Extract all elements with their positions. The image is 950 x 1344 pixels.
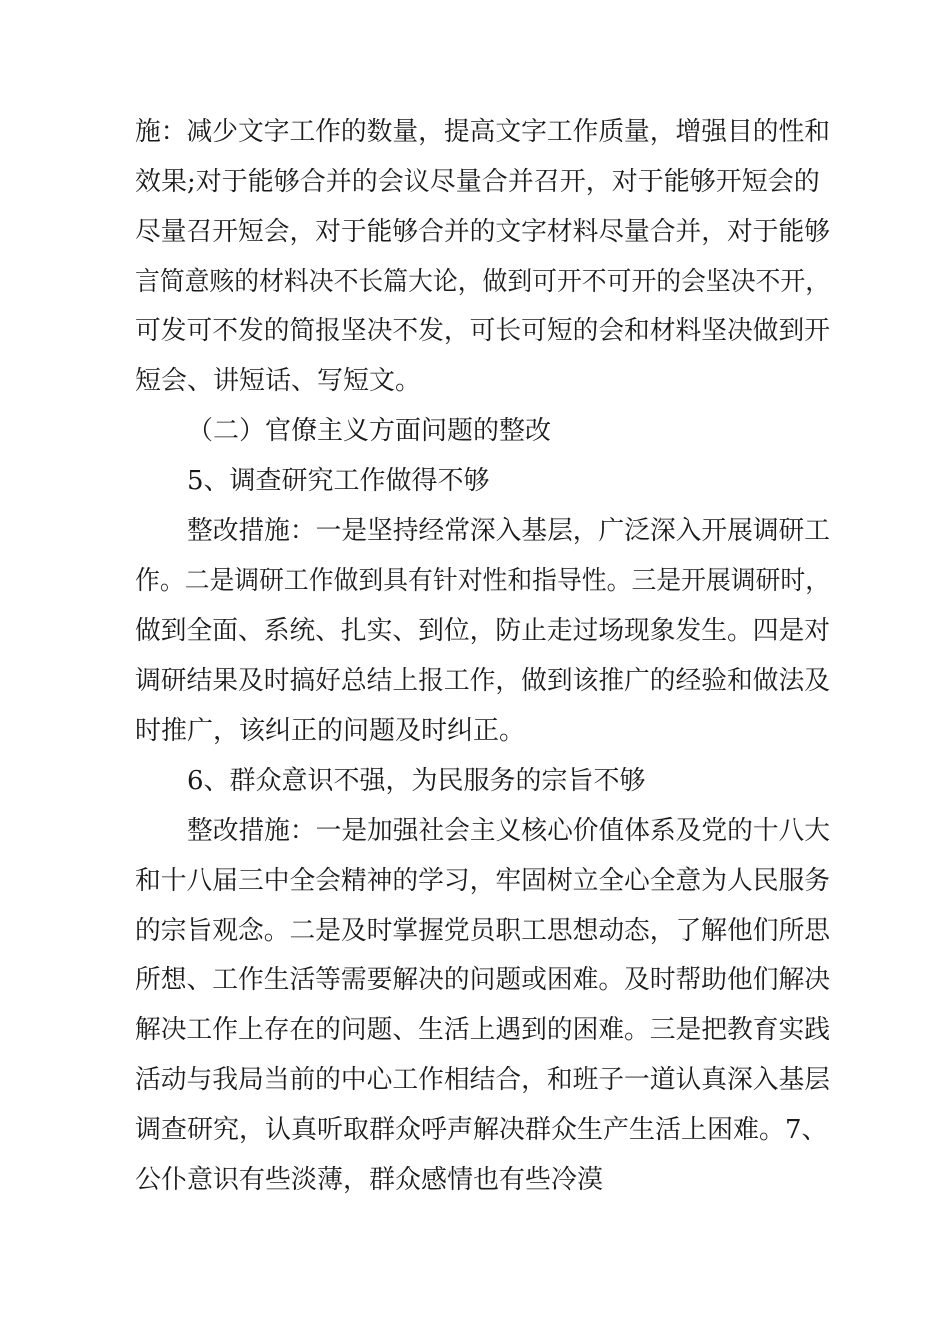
text-line: 施：减少文字工作的数量，提高文字工作质量，增强目的性和 bbox=[135, 117, 830, 147]
text-line: 活动与我局当前的中心工作相结合，和班子一道认真深入基层 bbox=[135, 1065, 830, 1095]
text-line: 调查研究，认真听取群众呼声解决群众生产生活上困难。7、 bbox=[135, 1115, 828, 1145]
text-line: 时推广，该纠正的问题及时纠正。 bbox=[135, 716, 526, 746]
item-heading: 5、调查研究工作做得不够 bbox=[187, 466, 490, 496]
text-line: 所想、工作生活等需要解决的问题或困难。及时帮助他们解决 bbox=[135, 965, 830, 995]
text-line: 解决工作上存在的问题、生活上遇到的困难。三是把教育实践 bbox=[135, 1015, 830, 1045]
text-line: 和十八届三中全会精神的学习，牢固树立全心全意为人民服务 bbox=[135, 866, 830, 896]
text-line: 做到全面、系统、扎实、到位，防止走过场现象发生。四是对 bbox=[135, 616, 830, 646]
text-line: 尽量召开短会，对于能够合并的文字材料尽量合并，对于能够 bbox=[135, 217, 830, 247]
text-line: 效果;对于能够合并的会议尽量合并召开，对于能够开短会的 bbox=[135, 167, 820, 197]
text-line: 的宗旨观念。二是及时掌握党员职工思想动态，了解他们所思 bbox=[135, 916, 830, 946]
text-line: 整改措施：一是坚持经常深入基层，广泛深入开展调研工 bbox=[187, 516, 830, 546]
text-line: 调研结果及时搞好总结上报工作，做到该推广的经验和做法及 bbox=[135, 666, 830, 696]
text-line: 言简意赅的材料决不长篇大论，做到可开不可开的会坚决不开， bbox=[135, 267, 831, 297]
text-line: 可发可不发的简报坚决不发，可长可短的会和材料坚决做到开 bbox=[135, 316, 830, 346]
text-line: 公仆意识有些淡薄，群众感情也有些冷漠 bbox=[135, 1165, 604, 1195]
text-line: 作。二是调研工作做到具有针对性和指导性。三是开展调研时， bbox=[135, 566, 831, 596]
text-line: 整改措施：一是加强社会主义核心价值体系及党的十八大 bbox=[187, 816, 830, 846]
text-line: 短会、讲短话、写短文。 bbox=[135, 366, 422, 396]
item-heading: 6、群众意识不强，为民服务的宗旨不够 bbox=[187, 766, 646, 796]
section-heading: （二）官僚主义方面问题的整改 bbox=[187, 416, 552, 446]
